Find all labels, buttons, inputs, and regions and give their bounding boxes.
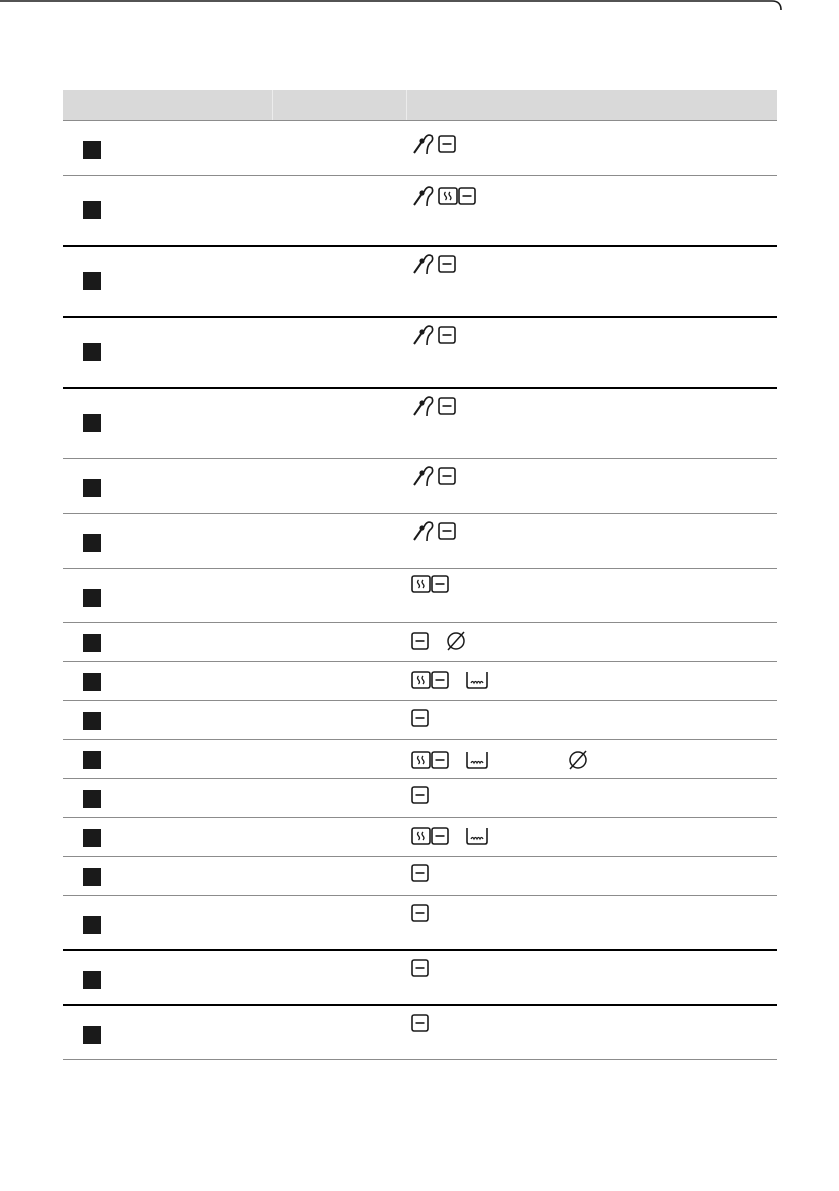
table-row <box>63 121 777 176</box>
row-marker-square <box>83 1026 101 1044</box>
cook-icon <box>431 751 449 769</box>
row-marker-square <box>83 916 101 934</box>
probe-icon <box>411 185 438 207</box>
row-marker-square <box>83 673 101 691</box>
table-row <box>63 389 777 459</box>
water-tray-icon <box>465 671 489 689</box>
probe-icon <box>411 133 438 155</box>
steam-icon <box>411 671 431 689</box>
table-row <box>63 857 777 896</box>
row-symbols <box>411 864 429 882</box>
table-row <box>63 951 777 1006</box>
cook-icon <box>411 864 429 882</box>
cook-icon <box>411 959 429 977</box>
cook-icon <box>438 522 456 540</box>
probe-icon <box>411 324 438 346</box>
row-symbols <box>411 324 456 346</box>
table-row <box>63 896 777 951</box>
row-symbols <box>411 749 589 771</box>
row-marker-square <box>83 712 101 730</box>
probe-icon <box>411 253 438 275</box>
row-symbols <box>411 786 429 804</box>
cook-icon <box>431 827 449 845</box>
row-marker-square <box>83 751 101 769</box>
table-row <box>63 459 777 514</box>
row-symbols <box>411 133 456 155</box>
table-row <box>63 818 777 857</box>
cook-icon <box>438 326 456 344</box>
probe-icon <box>411 520 438 542</box>
water-tray-icon <box>465 827 489 845</box>
row-marker-square <box>83 971 101 989</box>
row-marker-square <box>83 868 101 886</box>
table-row <box>63 1006 777 1060</box>
top-rule-line <box>0 0 839 20</box>
diameter-icon <box>445 630 467 652</box>
row-marker-square <box>83 790 101 808</box>
row-symbols <box>411 575 449 593</box>
table-row <box>63 662 777 701</box>
row-marker-square <box>83 479 101 497</box>
row-symbols <box>411 253 456 275</box>
table-row <box>63 514 777 569</box>
cook-icon <box>458 187 476 205</box>
row-symbols <box>411 520 456 542</box>
steam-icon <box>411 827 431 845</box>
diameter-icon <box>567 749 589 771</box>
table-row <box>63 569 777 623</box>
row-symbols <box>411 1014 429 1032</box>
probe-icon <box>411 465 438 487</box>
row-marker-square <box>83 829 101 847</box>
row-marker-square <box>83 534 101 552</box>
cook-icon <box>438 255 456 273</box>
table-row <box>63 623 777 662</box>
cook-icon <box>438 397 456 415</box>
row-marker-square <box>83 589 101 607</box>
cook-icon <box>438 135 456 153</box>
row-marker-square <box>83 201 101 219</box>
row-marker-square <box>83 343 101 361</box>
table-header <box>63 90 777 121</box>
cook-icon <box>431 671 449 689</box>
row-symbols <box>411 671 489 689</box>
cook-icon <box>411 1014 429 1032</box>
water-tray-icon <box>465 751 489 769</box>
cook-icon <box>411 632 429 650</box>
table-row <box>63 701 777 740</box>
cook-icon <box>411 786 429 804</box>
row-symbols <box>411 959 429 977</box>
cook-icon <box>438 467 456 485</box>
table-row <box>63 176 777 247</box>
table-row <box>63 740 777 779</box>
row-symbols <box>411 709 429 727</box>
row-symbols <box>411 395 456 417</box>
row-marker-square <box>83 272 101 290</box>
row-marker-square <box>83 414 101 432</box>
table-row <box>63 779 777 818</box>
table-row <box>63 318 777 389</box>
row-symbols <box>411 827 489 845</box>
row-symbols <box>411 185 476 207</box>
row-marker-square <box>83 141 101 159</box>
cook-icon <box>431 575 449 593</box>
steam-icon <box>411 751 431 769</box>
probe-icon <box>411 395 438 417</box>
table-body <box>63 121 777 1060</box>
row-symbols <box>411 630 467 652</box>
table-row <box>63 247 777 318</box>
row-symbols <box>411 904 429 922</box>
cook-icon <box>411 709 429 727</box>
row-marker-square <box>83 634 101 652</box>
row-symbols <box>411 465 456 487</box>
steam-icon <box>438 187 458 205</box>
program-table <box>63 90 777 1060</box>
cook-icon <box>411 904 429 922</box>
steam-icon <box>411 575 431 593</box>
